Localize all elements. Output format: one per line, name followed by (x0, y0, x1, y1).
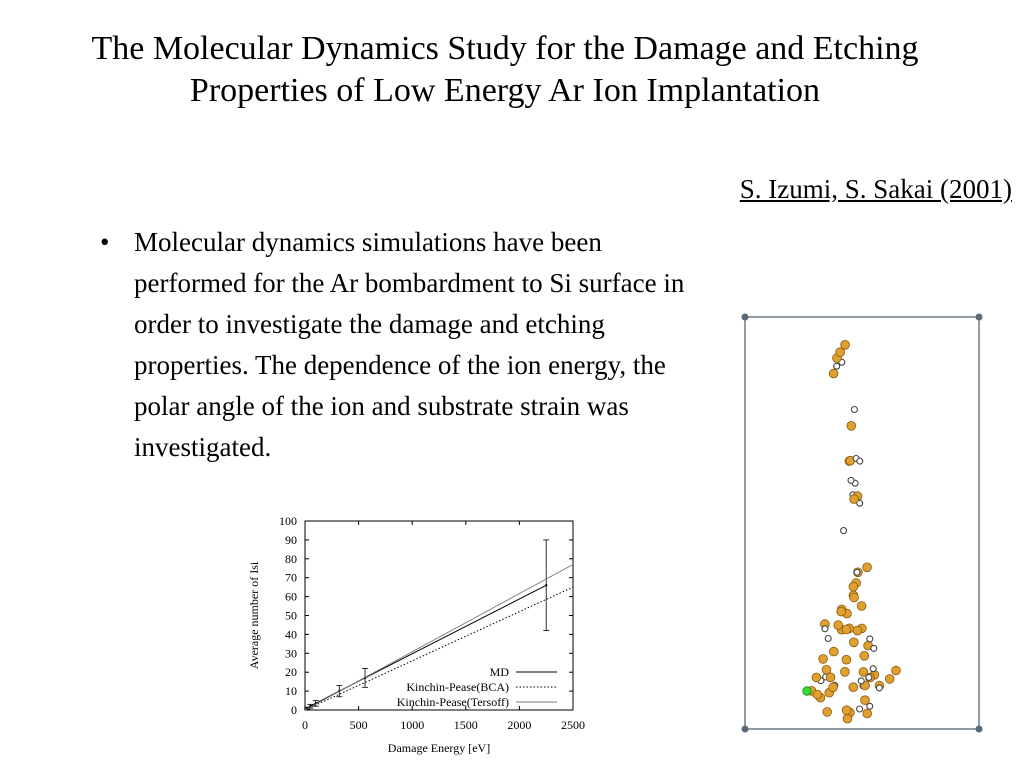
si-atom (863, 563, 872, 572)
x-tick-label: 1000 (400, 718, 425, 732)
si-atom (813, 690, 822, 699)
legend-label: Kinchin-Pease(Tersoff) (396, 695, 509, 709)
frame-corner-marker (976, 314, 983, 321)
x-tick-label: 2000 (507, 718, 532, 732)
frame-corner-marker (742, 726, 749, 733)
bullet-icon: • (100, 227, 110, 257)
si-atom (843, 714, 852, 723)
si-atom (892, 666, 901, 675)
y-tick-label: 40 (285, 627, 297, 642)
si-atom (842, 706, 851, 715)
legend-label: MD (489, 665, 509, 679)
y-tick-label: 60 (285, 589, 297, 604)
simulation-frame (745, 317, 979, 729)
si-atom (850, 495, 859, 504)
si-atom (853, 626, 862, 635)
si-atom (849, 683, 858, 692)
si-atom (842, 625, 851, 634)
y-tick-label: 0 (291, 703, 297, 717)
y-tick-label: 80 (285, 551, 297, 566)
legend-label: Kinchin-Pease(BCA) (406, 680, 509, 694)
x-tick-label: 0 (302, 718, 308, 732)
data-point (545, 584, 547, 586)
y-tick-label: 90 (285, 532, 297, 547)
si-atom (841, 340, 850, 349)
si-atom (841, 667, 850, 676)
vacancy-marker (857, 706, 863, 712)
y-tick-label: 50 (285, 608, 297, 623)
y-tick-label: 70 (285, 570, 297, 585)
vacancy-marker (822, 626, 828, 632)
vacancy-marker (825, 636, 831, 642)
ar-ion (803, 687, 811, 695)
vacancy-marker (854, 569, 860, 575)
si-atom (863, 709, 872, 718)
vacancy-marker (857, 458, 863, 464)
x-tick-label: 2500 (561, 718, 585, 732)
y-tick-label: 30 (285, 646, 297, 661)
si-atom (819, 655, 828, 664)
si-atom (829, 369, 838, 378)
si-atom (842, 655, 851, 664)
frame-corner-marker (976, 726, 983, 733)
si-atom (829, 683, 838, 692)
x-tick-label: 500 (349, 718, 368, 732)
si-atom (849, 582, 858, 591)
vacancy-marker (858, 678, 864, 684)
x-axis-label: Damage Energy [eV] (387, 741, 491, 755)
vacancy-marker (834, 363, 840, 369)
bullet-text: Molecular dynamics simulations have been performed for the Ar bombardment to Si surface in order to investigate the damage and etching properties. The dependence of the ion energy, the polar angle of the ion and substrate strain was investigated. (134, 227, 685, 462)
si-atom (837, 607, 846, 616)
slide-title: The Molecular Dynamics Study for the Damage and Etching Properties of Low Energy Ar Ion Implantation (91, 30, 919, 109)
x-tick-label: 1500 (453, 718, 478, 732)
vacancy-marker (866, 674, 872, 680)
y-tick-label: 20 (285, 665, 297, 680)
md-simulation-snapshot (730, 300, 1000, 740)
y-axis-label: Average number of Isi (247, 561, 261, 670)
vacancy-marker (867, 703, 873, 709)
vacancy-marker (870, 666, 876, 672)
vacancy-marker (876, 685, 882, 691)
authors-citation: S. Izumi, S. Sakai (2001) (739, 174, 1012, 204)
si-atom (847, 421, 856, 430)
si-atom (829, 647, 838, 656)
si-atom (849, 638, 858, 647)
y-tick-label: 10 (285, 684, 297, 699)
si-atom (885, 675, 894, 684)
vacancy-marker (867, 636, 873, 642)
si-atom (812, 673, 821, 682)
frame-corner-marker (742, 314, 749, 321)
vacancy-marker (871, 645, 877, 651)
y-tick-label: 100 (279, 514, 297, 528)
vacancy-marker (848, 477, 854, 483)
si-atom (823, 708, 832, 717)
vacancy-marker (841, 528, 847, 534)
si-atom (826, 673, 835, 682)
si-atom (861, 696, 870, 705)
vacancy-marker (851, 407, 857, 413)
si-atom (857, 602, 866, 611)
si-atom (850, 593, 859, 602)
si-atom (834, 621, 843, 630)
si-atom (860, 651, 869, 660)
